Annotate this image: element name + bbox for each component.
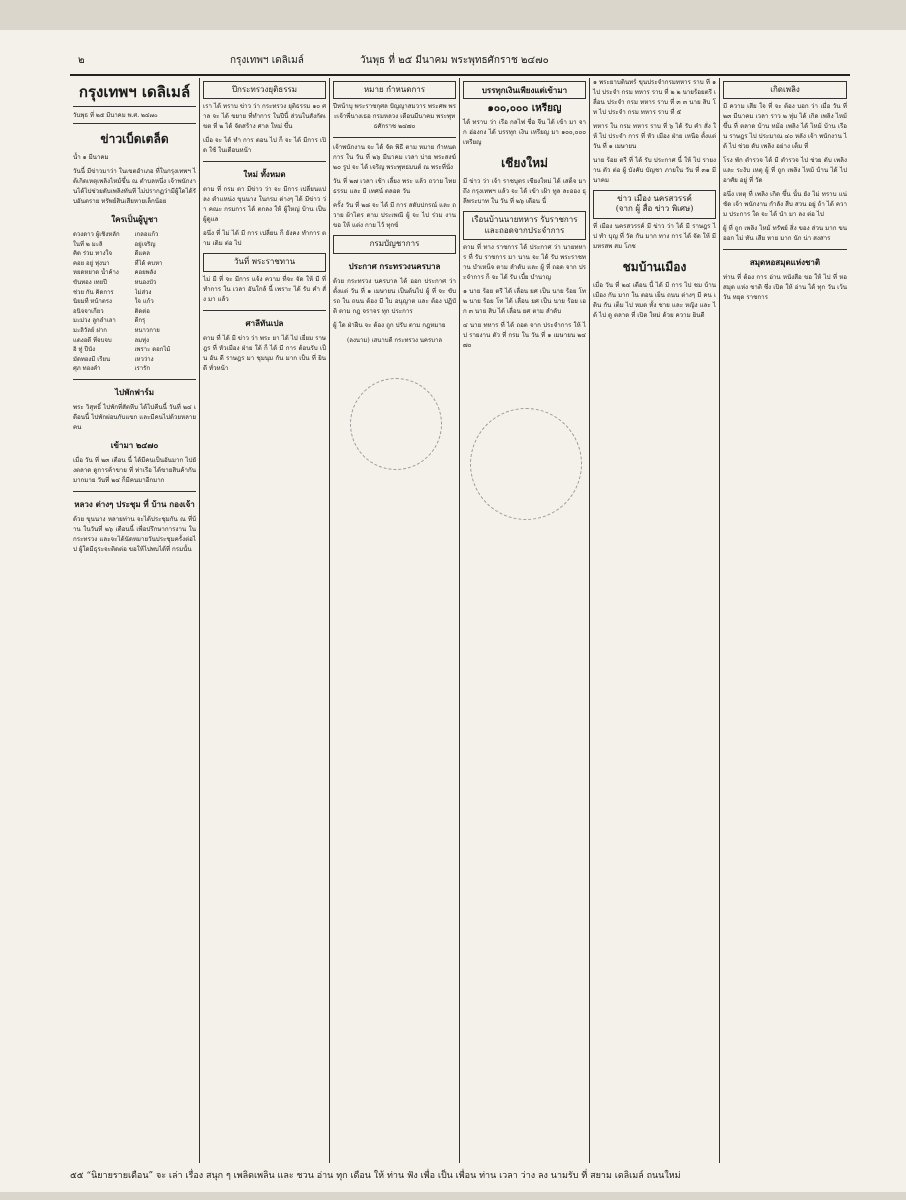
list-item: คิด ร่วม ทางใจ bbox=[73, 250, 112, 258]
article-text: ด้วย ขุนนาง หลายท่าน จะได้ประชุมกัน ณ ที่บ้าน ในวันที่ ๒๖ เดือนนี้ เพื่อปรึกษาการงาน ในกระทรวง และจะได้นัดหมายวันประชุมครั้งต่อไป ผู้ใดมีธุระจะติดต่อ ขอให้ไปพบได้ที่ กรมนั้น bbox=[73, 515, 196, 553]
article-text: ครั้ง วัน ที่ ๒๘ จะ ได้ มี การ สดับปกรณ์ และ ถวาย ผ้าไตร ตาม ประเพณี ผู้ จะ ไป ร่วม งาน ขอ ให้ แต่ง กาย ไว้ ทุกข์ bbox=[333, 202, 456, 230]
section-heading: ใครเป็นผู้บูชา bbox=[111, 214, 158, 224]
article-text: ไม่ มี ที่ จะ มีการ แจ้ง ความ ที่จะ จัด ให้ มี ที่ ทำการ ใน เวลา อันใกล้ นี้ เพราะ ได้ รับ คำ สั่ง มา แล้ว bbox=[203, 275, 326, 303]
column-heading: บรรทุกเงินเพียงแต่เข้ามา bbox=[463, 81, 586, 99]
article-text: ๑ พระยาบดินทร์ ขุนประจำกรมทหาร ราบ ที่ ๑ ไป ประจำ กรม ทหาร ราบ ที่ ๒ ๒ นายร้อยตรี เลื่อน ประจำ กรม ทหาร ราบ ที่ ๓ ๓ นาย สิบ โท ไป ประจำ กรม ทหาร ราบ ที่ ๕ bbox=[593, 79, 716, 116]
notice-box: กรมบัญชาการ bbox=[333, 235, 456, 253]
article-text: ๔ นาย ทหาร ที่ ได้ ถอด จาก ประจำการ ให้ ไป รายงาน ตัว ที่ กรม ใน วัน ที่ ๑ เมษายน ๒๔๗๐ bbox=[463, 322, 586, 350]
list-item: ศุภ ทองคำ bbox=[73, 365, 101, 373]
column-3 bbox=[330, 78, 460, 1163]
article-text: มี ความ เสีย ใจ ที่ จะ ต้อง บอก ว่า เมื่อ วัน ที่ ๒๓ มีนาคม เวลา ราว ๒ ทุ่ม ได้ เกิด เพลิง ไหม้ ขึ้น ที่ ตลาด บ้าน หม้อ เพลิง ได้ ไหม้ บ้าน เรือน ราษฎร ไป ประมาณ ๔๐ หลัง เจ้า พนักงาน ได้ ไป ช่วย ดับ เพลิง อย่าง เต็ม ที่ bbox=[723, 103, 847, 151]
list-item: นิยมที่ หน้าตรง bbox=[73, 298, 112, 306]
column-6 bbox=[720, 78, 850, 1163]
article-text: มี ข่าว ว่า เจ้า ราชบุตร เชียงใหม่ ได้ เสด็จ มา ถึง กรุงเทพฯ แล้ว จะ ได้ เข้า เฝ้า ทูล ละออง ธุลีพระบาท ใน วัน ที่ ๒๖ เดือน นี้ bbox=[463, 178, 586, 206]
article-text: เมื่อ วัน ที่ ๒๔ เดือน นี้ ได้ มี การ ไป ชม บ้าน เมือง กัน มาก ใน ตอน เย็น ถนน ต่างๆ มี คน เดิน กัน เต็ม ไป หมด ทั้ง ชาย และ หญิง และ ได้ ไป ดู ตลาด ที่ เปิด ใหม่ ด้วย ความ ยินดี bbox=[593, 281, 716, 319]
article-text: ผู้ ใด ฝ่าฝืน จะ ต้อง ถูก ปรับ ตาม กฎหมาย bbox=[333, 321, 446, 329]
list-item: ติดต่อ bbox=[134, 307, 150, 315]
article-text: ตาม ที่ กรม ตา มีข่าว ว่า จะ มีการ เปลี่ยนแปลง ตำแหน่ง ขุนนาง ในกรม ต่างๆ ได้ มีข่าว ว่า คณะ กรมการ ได้ ตกลง ให้ ผู้ใหญ่ บ้าน เป็น ผู้ดูแล bbox=[203, 186, 326, 224]
list-item: ดีกรุ bbox=[134, 317, 146, 325]
article-text: ด้วย กระทรวง นครบาล ได้ ออก ประกาศ ว่า ตั้งแต่ วัน ที่ ๑ เมษายน เป็นต้นไป ผู้ ที่ จะ ขับ รถ ใน ถนน ต้อง มี ใบ อนุญาต และ ต้อง ปฏิบัติ ตาม กฎ จราจร ทุก ประการ bbox=[333, 277, 456, 315]
article-text: ตาม ที่ ได้ มี ข่าว ว่า พระ ยา ได้ ไป เยี่ยม ราษฎร ที่ หัวเมือง ฝ่าย ใต้ ก็ ได้ มี การ ต้อนรับ เป็น อัน ดี ราษฎร มา ชุมนุม กัน มาก เป็น ที่ ยินดี ทั่วหน้า bbox=[203, 334, 326, 372]
divider bbox=[203, 161, 326, 162]
section-heading: เชียงใหม่ bbox=[501, 156, 548, 171]
list-item: ที่ได้ คบหา bbox=[134, 259, 163, 267]
column-heading: ปีกระทรวงยุติธรรม bbox=[203, 81, 326, 99]
section-heading: ข่าวเบ็ดเตล็ด bbox=[100, 132, 169, 146]
article-text: วันนี้ มีข่าวมาว่า ในเขตอำเภอ ที่ในกรุงเทพฯ ได้เกิดเหตุเพลิงไหม้ขึ้น ณ ตำบลหนึ่ง เจ้าพนักงานได้ไปช่วยดับเพลิงทันที ไม่ปรากฏว่ามีผู้ใดได้รับอันตราย ทรัพย์สินเสียหายเล็กน้อย bbox=[73, 168, 196, 205]
divider bbox=[203, 310, 326, 311]
list-item: เหวว่าง bbox=[134, 355, 154, 363]
column-heading: หมาย กำหนดการ bbox=[333, 81, 456, 99]
article-text: ตาม ที่ ทาง ราชการ ได้ ประกาศ ว่า นายทหาร ที่ รับ ราชการ มา นาน จะ ได้ รับ พระราชทาน บำเหน็จ ตาม ลำดับ และ ผู้ ที่ ถอด จาก ประจำการ ก็ จะ ได้ รับ เบี้ย บำนาญ bbox=[463, 244, 586, 282]
columns bbox=[70, 78, 850, 1163]
column-2 bbox=[200, 78, 330, 1163]
divider bbox=[73, 491, 196, 492]
list-item: แดงอดี ที่จบจบ bbox=[73, 336, 112, 344]
article-text: เรา ได้ ทราบ ข่าว ว่า กระทรวง ยุติธรรม ๑๐ ศาล จะ ได้ ขยาย ที่ทำการ ในปีนี้ ส่วนในสังกัดเขต ที่ ๒ ได้ จัดสร้าง ศาล ใหม่ ขึ้น bbox=[203, 103, 326, 131]
list-item: ขันทอง เทยปี bbox=[73, 278, 107, 286]
notice-box bbox=[593, 190, 716, 219]
page-header bbox=[70, 50, 850, 76]
section-heading: ชมบ้านเมือง bbox=[622, 259, 687, 274]
divider bbox=[723, 249, 847, 250]
header-title: กรุงเทพฯ เดลิเมล์ bbox=[230, 55, 304, 66]
article-text: พระ วิสุทธิ์ ไปพักที่สัตหีบ ได้ไปคืนนี้ วันที่ ๒๔ เดือนนี้ ไปพักผ่อนกับแขก และมีคนไปด้วยหลายคน bbox=[73, 403, 196, 431]
crest-watermark bbox=[470, 408, 582, 520]
article-text: เมื่อ วัน ที่ ๒๓ เดือน นี้ ได้มีคนเป็นอันมาก ไปยังตลาด ดูการค้าขาย ที่ ท่าเรือ ได้ขายสินค้ากันมากมาย วันที่ ๒๔ ก็มีคนมาอีกมาก bbox=[73, 456, 196, 484]
section-heading: ประกาศ กระทรวงนครบาล bbox=[348, 260, 441, 271]
article-text: ทหาร ใน กรม ทหาร ราบ ที่ ๖ ได้ รับ คำ สั่ง ให้ ไป ประจำ การ ที่ หัว เมือง ฝ่าย เหนือ ตั้งแต่ วัน ที่ ๑ เมษายน bbox=[593, 123, 716, 150]
section-heading: ใหม่ ทั้งหมด bbox=[243, 169, 286, 180]
article-subhead: ปีหน้าบุ พระราชกุศล ปัญญาสมวาร พระศพ พระเจ้าพี่นางเธอ กรมหลวง เดือนมีนาคม พระพุทธศักราช ๒๔๗๐ bbox=[333, 103, 456, 131]
header-date: วันพุธ ที่ ๒๕ มีนาคม พระพุทธศักราช ๒๔๗๐ bbox=[360, 55, 549, 66]
list-item: หยดหยาด น้ำค้าง bbox=[73, 269, 119, 277]
list-item: ดีแคล bbox=[134, 250, 150, 258]
notice-title: ข่าว เมือง นครสวรรค์ bbox=[617, 194, 692, 203]
section-heading: เข้ามา ๒๔๗๐ bbox=[110, 439, 159, 450]
article-text: โรง พัก ตำรวจ ได้ มี ตำรวจ ไป ช่วย ดับ เพลิง และ ระงับ เหตุ ผู้ ที่ ถูก เพลิง ไหม้ บ้าน ได้ ไป อาศัย อยู่ ที่ วัด bbox=[723, 157, 847, 185]
article-text: วัน ที่ ๒๗ เวลา เช้า เลี้ยง พระ แล้ว ถวาย ไทยธรรม และ มี เทศน์ ตลอด วัน bbox=[333, 178, 456, 196]
article-text: อนึ่ง ที่ ไม่ ได้ มี การ เปลี่ยน ก็ ยังคง ทำการ ตาม เดิม ต่อ ไป bbox=[203, 230, 326, 248]
name-list bbox=[73, 230, 196, 374]
section-heading: ศาลีทันเปล bbox=[245, 317, 284, 328]
dateline: วันพุธ ที่ ๒๕ มีนาคม พ.ศ. ๒๔๗๐ bbox=[73, 110, 196, 124]
article-text: ที่ เมือง นครสวรรค์ มี ข่าว ว่า ได้ มี ราษฎร ไป ทำ บุญ ที่ วัด กัน มาก ทาง การ ได้ จัด ให้ มี มหรสพ สม โภช bbox=[593, 222, 716, 250]
column-5 bbox=[590, 78, 720, 1163]
list-item: คอยพลัง bbox=[134, 269, 157, 277]
article-text: ท่าน ที่ ต้อง การ อ่าน หนังสือ ขอ ให้ ไป ที่ หอ สมุด แห่ง ชาติ ซึ่ง เปิด ให้ อ่าน ได้ ทุก วัน เว้น วัน หยุด ราชการ bbox=[723, 274, 847, 302]
section-heading: เรือนบ้านนายทหาร รับราชการและถอดจากประจำการ bbox=[463, 211, 586, 240]
list-item: เรารัก bbox=[134, 365, 150, 373]
list-item: ช่วย กัน คิดการ bbox=[73, 288, 114, 296]
amount-headline: ๑๐๐,๐๐๐ เหรียญ bbox=[487, 103, 562, 115]
list-item: ในที่ ๒ มะลิ bbox=[73, 240, 103, 248]
notice-box: วันที่ พระราชทาน bbox=[203, 253, 326, 271]
page-margin-top bbox=[0, 0, 906, 30]
list-item: คอย อยู่ ทุ่งนา bbox=[73, 259, 110, 267]
article-text: ได้ ทราบ ว่า เรือ กลไฟ ชื่อ จีน ได้ เข้า มา จาก ฮ่องกง ได้ บรรทุก เงิน เหรียญ มา ๑๐๐,๐๐๐ เหรียญ bbox=[463, 119, 586, 147]
article-text: น้ำ ๑ มีนาคม bbox=[73, 154, 109, 161]
signature-line: (ลงนาม) เสนาบดี กระทรวง นครบาล bbox=[346, 336, 443, 344]
section-heading: หลวง ต่างๆ ประชุม ที่ บ้าน กองเจ้า bbox=[74, 498, 195, 509]
column-heading: เกิดเพลิง bbox=[723, 81, 847, 99]
page-number: ๒ bbox=[78, 55, 85, 66]
article-text: ผู้ ที่ ถูก เพลิง ไหม้ ทรัพย์ สิ่ง ของ ส่วน มาก ขน ออก ไม่ ทัน เสีย หาย มาก นัก น่า สงสาร bbox=[723, 225, 847, 243]
list-item: เกลอแก้ว bbox=[134, 231, 159, 238]
list-item: อยู่เจริญ bbox=[134, 240, 156, 248]
article-text: อนึ่ง เหตุ ที่ เพลิง เกิด ขึ้น นั้น ยัง ไม่ ทราบ แน่ ชัด เจ้า พนักงาน กำลัง สืบ สวน อยู่ ถ้า ได้ ความ ประการ ใด จะ ได้ นำ มา ลง ต่อ ไป bbox=[723, 191, 847, 219]
notice-subtitle: (จาก ผู้ สื่อ ข่าว พิเศษ) bbox=[615, 204, 694, 214]
article-text: ๑ นาย ร้อย ตรี ได้ เลื่อน ยศ เป็น นาย ร้อย โท ๒ นาย ร้อย โท ได้ เลื่อน ยศ เป็น นาย ร้อย เอก ๓ นาย สิบ ได้ เลื่อน ยศ ตาม ลำดับ bbox=[463, 288, 586, 316]
crest-watermark bbox=[350, 378, 442, 470]
article-text: นาย ร้อย ตรี ที่ ได้ รับ ประกาศ นี้ ให้ ไป รายงาน ตัว ต่อ ผู้ บังคับ บัญชา ภายใน วัน ที่ ๓๑ มีนาคม bbox=[593, 157, 716, 184]
masthead: กรุงเทพฯ เดลิเมล์ bbox=[73, 78, 196, 107]
article-text: เมื่อ จะ ได้ ทำ การ ตอน ไป ก็ จะ ได้ มีการ เปิด ใช้ ในเดือนหน้า bbox=[203, 137, 326, 155]
page-margin-bottom bbox=[0, 1192, 906, 1200]
column-1 bbox=[70, 78, 200, 1163]
divider bbox=[73, 379, 196, 380]
list-item: ใจ แก้ว bbox=[134, 298, 154, 306]
list-item: เพราะ ดอกไม้ bbox=[134, 346, 171, 354]
list-item: อิ ทู่ ปีนัง bbox=[73, 346, 96, 354]
list-item: หนองบัว bbox=[134, 278, 157, 286]
divider bbox=[333, 137, 456, 138]
footer-banner: ๕๕ “นิยายรายเดือน” จะ เล่า เรื่อง สนุก ๆ เพลิดเพลิน และ ชวน อ่าน ทุก เดือน ให้ ท่าน ฟัง เพื่อ เป็น เพื่อน ท่าน เวลา ว่าง ลง นามรับ ที่ สยาม เดลิเมล์ ถนนใหม่ bbox=[70, 1171, 681, 1181]
section-heading: ไปพักฟาร์ม bbox=[115, 386, 154, 397]
list-item: ลมทุ่ง bbox=[134, 336, 150, 344]
list-item: อนิจจาเกี่ยว bbox=[73, 307, 104, 315]
list-item: ดวงดาว ผู้เชิงหลัก bbox=[73, 231, 120, 238]
list-item: มัดทองมี เรียน bbox=[73, 355, 111, 363]
list-item: มะม่วง ลูกลำเลา bbox=[73, 317, 116, 325]
list-item: หนาวกาย bbox=[134, 326, 160, 334]
list-item: มะลิวัลย์ ฝาก bbox=[73, 326, 107, 334]
section-heading: สมุดหอสมุดแห่งชาติ bbox=[749, 257, 821, 268]
column-4 bbox=[460, 78, 590, 1163]
list-item: ไม่ส่วง bbox=[134, 288, 152, 296]
article-text: เจ้าพนักงาน จะ ได้ จัด พิธี ตาม หมาย กำหนด การ ใน วัน ที่ ๒๖ มีนาคม เวลา บ่าย พระสงฆ์ ๒๐ รูป จะ ได้ เจริญ พระพุทธมนต์ ณ พระที่นั่ง bbox=[333, 144, 456, 172]
